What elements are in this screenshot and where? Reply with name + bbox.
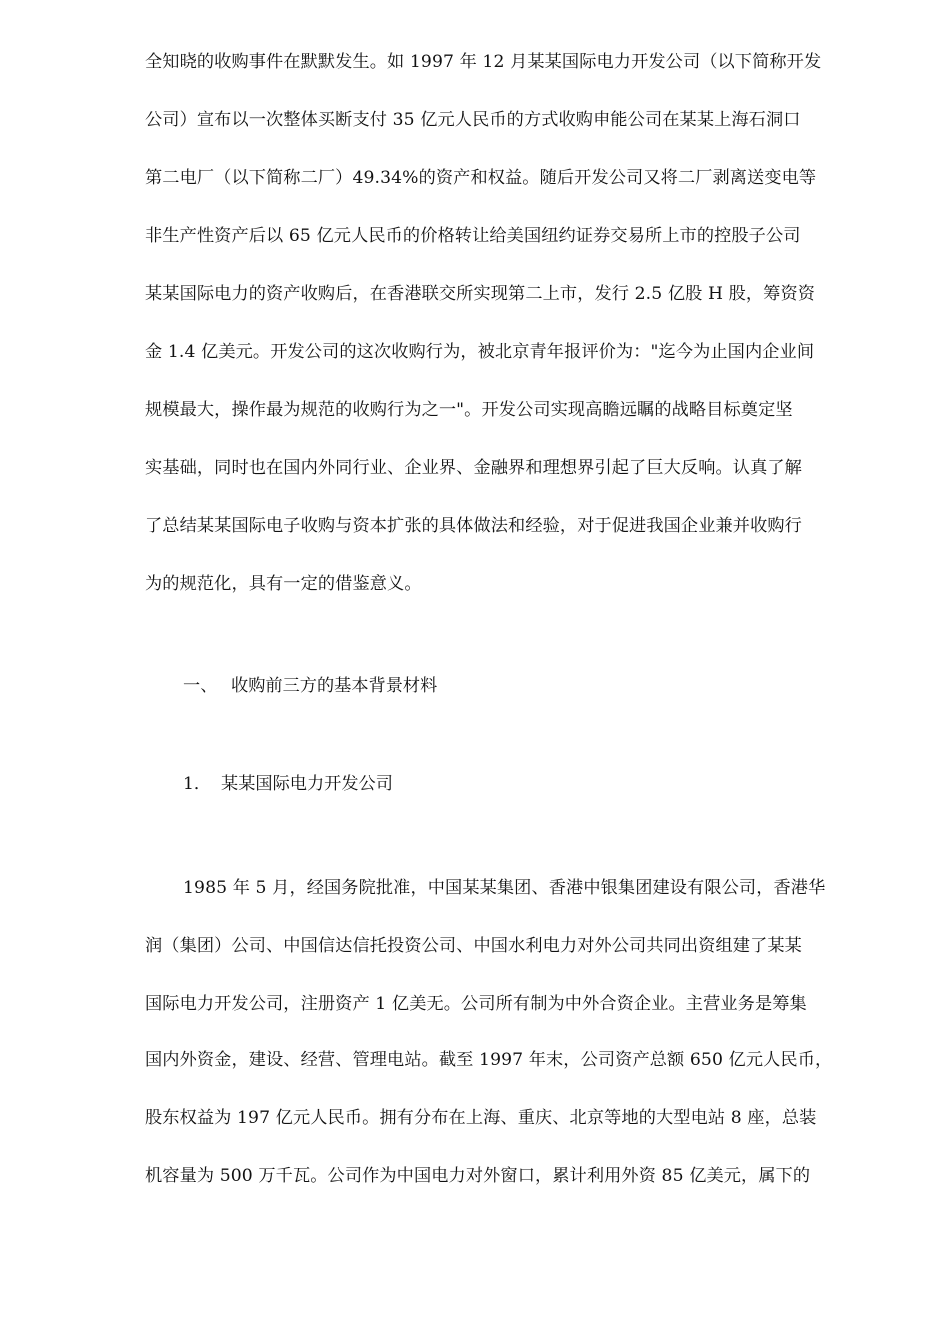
section-number: 一、 xyxy=(183,676,218,696)
subsection-number: 1． xyxy=(183,774,212,794)
paragraph-line: 规模最大，操作最为规范的收购行为之一"。开发公司实现高瞻远瞩的战略目标奠定坚 xyxy=(145,400,793,420)
paragraph-line: 了总结某某国际电子收购与资本扩张的具体做法和经验，对于促进我国企业兼并收购行 xyxy=(145,516,802,536)
paragraph-line: 全知晓的收购事件在默默发生。如 1997 年 12 月某某国际电力开发公司（以下简称开发 xyxy=(145,52,822,72)
section-heading xyxy=(183,674,437,698)
subsection-heading xyxy=(183,772,393,796)
subsection-title: 某某国际电力开发公司 xyxy=(221,774,393,794)
paragraph-line: 国内外资金，建设、经营、管理电站。截至 1997 年末，公司资产总额 650 亿元人民币， xyxy=(145,1050,833,1070)
paragraph-line: 非生产性资产后以 65 亿元人民币的价格转让给美国纽约证券交易所上市的控股子公司 xyxy=(145,226,801,246)
paragraph-line: 某某国际电力的资产收购后，在香港联交所实现第二上市，发行 2.5 亿股 H 股，筹资资 xyxy=(145,284,816,304)
paragraph-line: 公司）宣布以一次整体买断支付 35 亿元人民币的方式收购申能公司在某某上海石洞口 xyxy=(145,110,801,130)
paragraph-line: 机容量为 500 万千瓦。公司作为中国电力对外窗口，累计利用外资 85 亿美元，属下的 xyxy=(145,1166,811,1186)
paragraph-line: 股东权益为 197 亿元人民币。拥有分布在上海、重庆、北京等地的大型电站 8 座，总装 xyxy=(145,1108,817,1128)
paragraph-line: 国际电力开发公司，注册资产 1 亿美无。公司所有制为中外合资企业。主营业务是筹集 xyxy=(145,994,807,1014)
paragraph-line: 为的规范化，具有一定的借鉴意义。 xyxy=(145,574,422,594)
paragraph-line: 润（集团）公司、中国信达信托投资公司、中国水利电力对外公司共同出资组建了某某 xyxy=(145,936,802,956)
paragraph-line: 实基础，同时也在国内外同行业、企业界、金融界和理想界引起了巨大反响。认真了解 xyxy=(145,458,802,478)
paragraph-line: 1985 年 5 月，经国务院批准，中国某某集团、香港中银集团建设有限公司，香港华 xyxy=(183,878,826,898)
paragraph-line: 金 1.4 亿美元。开发公司的这次收购行为，被北京青年报评价为："迄今为止国内企业间 xyxy=(145,342,815,362)
paragraph-line: 第二电厂（以下简称二厂）49.34%的资产和权益。随后开发公司又将二厂剥离送变电等 xyxy=(145,168,817,188)
section-title: 收购前三方的基本背景材料 xyxy=(231,676,438,696)
